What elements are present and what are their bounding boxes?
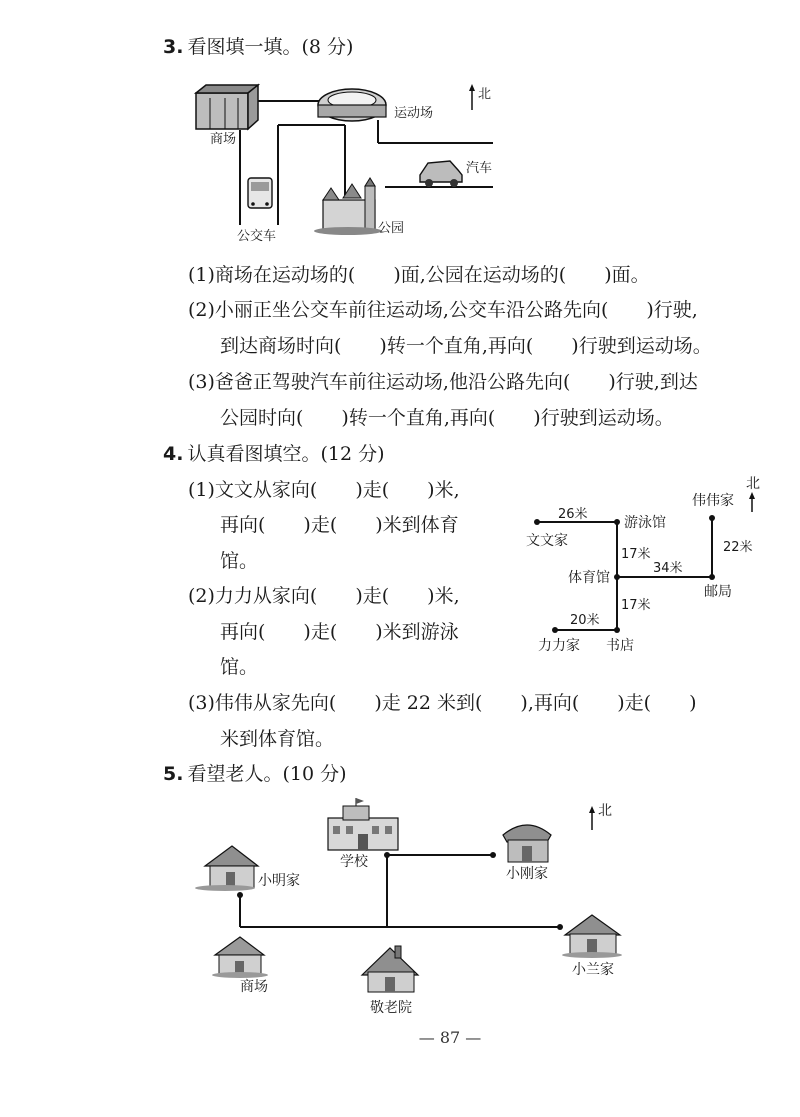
q4-title-text: 认真看图填空。(12 分): [187, 443, 385, 465]
q5-xiaogang-home-label: 小刚家: [506, 866, 548, 882]
q5-nursing-home-label: 敬老院: [370, 1000, 412, 1016]
q4-pool-label: 游泳馆: [624, 515, 666, 531]
q3-north-label: 北: [478, 87, 492, 102]
xiaogang-home-icon: [503, 825, 551, 862]
q3-number: 3.: [163, 36, 184, 58]
q4-dist-20: 20米: [570, 613, 600, 628]
q4-line-2: 再向( )走( )米到体育: [220, 514, 459, 536]
stadium-icon: [318, 89, 386, 121]
q4-dist-22: 22米: [723, 540, 753, 555]
q5-north-label: 北: [598, 803, 612, 819]
q4-number: 4.: [163, 443, 184, 465]
q5-xiaoming-home-label: 小明家: [258, 873, 300, 889]
q3-car-label: 汽车: [466, 161, 493, 176]
page-number: — 87 —: [418, 1028, 482, 1047]
mall-icon: [196, 85, 258, 129]
q4-line-7: (3)伟伟从家先向( )走 22 米到( ),再向( )走( ): [188, 692, 697, 714]
q3-line-1: (1)商场在运动场的( )面,公园在运动场的( )面。: [188, 264, 650, 286]
q4-gym-label: 体育馆: [568, 570, 610, 586]
q5-mall-icon: [212, 937, 268, 978]
q4-dist-34: 34米: [653, 561, 683, 576]
q3-line-5: 公园时向( )转一个直角,再向( )行驶到运动场。: [220, 407, 674, 429]
q5-points: [237, 852, 563, 930]
q5-mall-label: 商场: [240, 979, 268, 995]
q4-title: [163, 441, 385, 467]
bus-icon: [248, 178, 272, 208]
q4-post-office-label: 邮局: [704, 584, 732, 600]
q4-lili-home-label: 力力家: [538, 638, 580, 654]
q5-number: 5.: [163, 763, 184, 785]
xiaoming-home-icon: [195, 846, 258, 891]
q3-line-4: (3)爸爸正驾驶汽车前往运动场,他沿公路先向( )行驶,到达: [188, 371, 698, 393]
q5-title-text: 看望老人。(10 分): [187, 763, 347, 785]
q4-dist-26: 26米: [558, 507, 588, 522]
q3-park-label: 公园: [378, 221, 405, 236]
q3-north-arrow-icon: [469, 84, 475, 110]
q4-line-6: 馆。: [220, 656, 259, 678]
q3-title-text: 看图填一填。(8 分): [187, 36, 354, 58]
q4-line-1: (1)文文从家向( )走( )米,: [188, 479, 460, 501]
q3-mall-label: 商场: [210, 132, 237, 147]
park-icon: [314, 178, 382, 235]
q4-north-label: 北: [746, 476, 760, 492]
q5-xiaolan-home-label: 小兰家: [572, 962, 614, 978]
q4-wenwen-home-label: 文文家: [526, 533, 568, 549]
q5-school-label: 学校: [340, 854, 368, 870]
q4-bookstore-label: 书店: [606, 638, 634, 654]
school-icon: [328, 798, 398, 850]
q4-north-arrow-icon: [749, 492, 755, 512]
q4-dist-17b: 17米: [621, 598, 651, 613]
q5-title: [163, 761, 347, 787]
q5-north-arrow-icon: [589, 806, 595, 830]
q4-line-3: 馆。: [220, 550, 259, 572]
xiaolan-home-icon: [562, 915, 622, 958]
q3-stadium-label: 运动场: [394, 106, 434, 121]
q4-weiwei-home-label: 伟伟家: [692, 493, 734, 509]
q4-line-5: 再向( )走( )米到游泳: [220, 621, 459, 643]
q4-line-4: (2)力力从家向( )走( )米,: [188, 585, 460, 607]
q4-line-8: 米到体育馆。: [220, 728, 335, 750]
q3-line-3: 到达商场时向( )转一个直角,再向( )行驶到运动场。: [220, 335, 712, 357]
q3-line-2: (2)小丽正坐公交车前往运动场,公交车沿公路先向( )行驶,: [188, 299, 698, 321]
q4-dist-17a: 17米: [621, 547, 651, 562]
car-icon: [420, 161, 462, 187]
nursing-home-icon: [362, 946, 418, 992]
q3-bus-label: 公交车: [237, 229, 277, 244]
